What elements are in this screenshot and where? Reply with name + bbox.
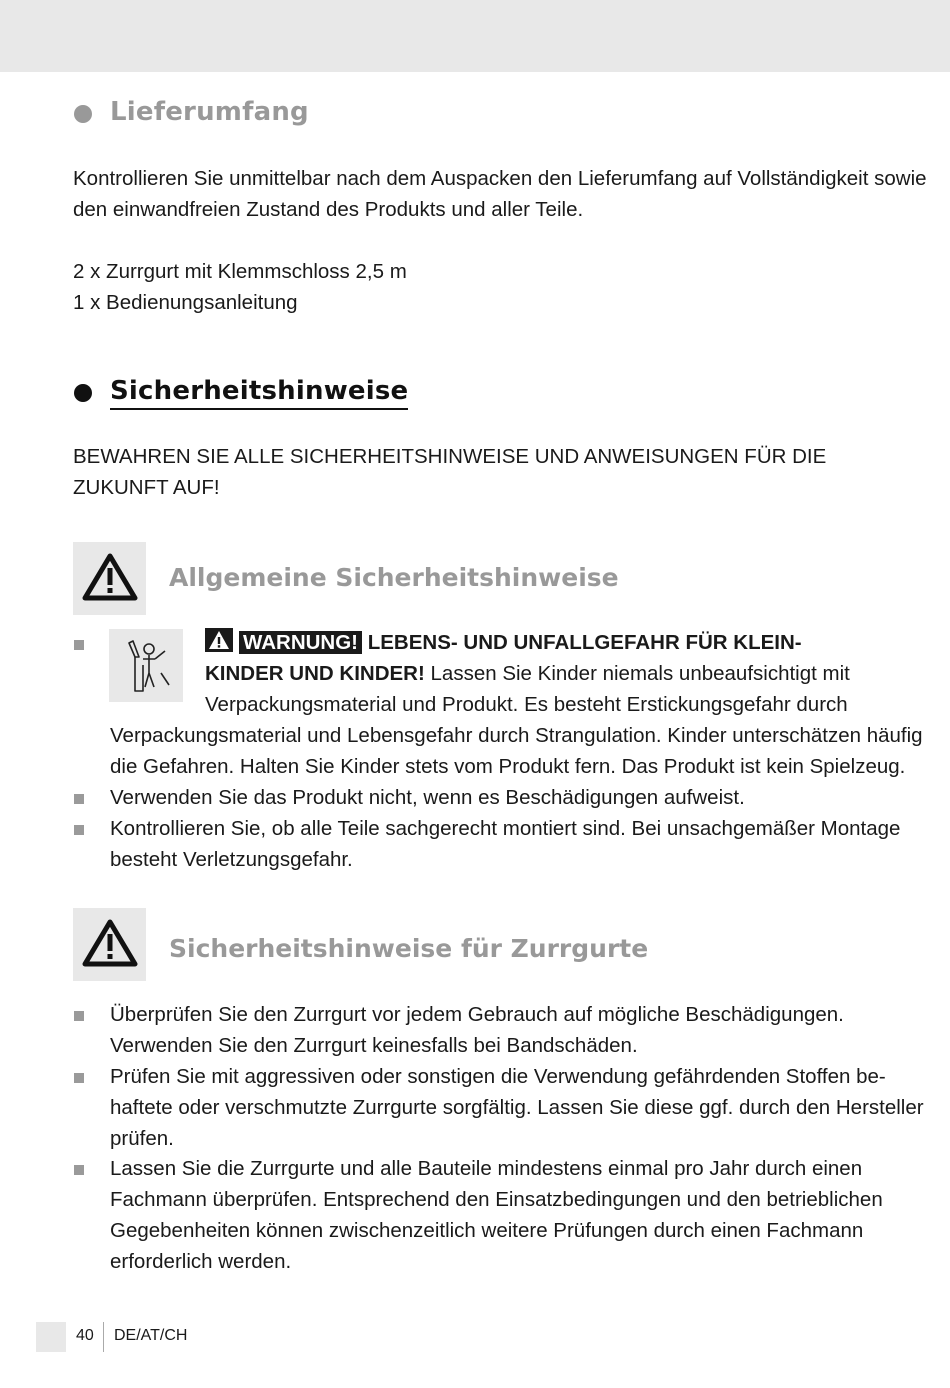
list-item: erforderlich werden.	[110, 1250, 292, 1273]
list-item: Überprüfen Sie den Zurrgurt vor jedem Gebrauch auf mögliche Beschädigungen.	[110, 1003, 844, 1026]
warning-text: Lassen Sie Kinder niemals unbeaufsichtigt mit	[430, 662, 850, 685]
region-label: DE/AT/CH	[114, 1327, 188, 1344]
heading-allgemeine: Allgemeine Sicherheitshinweise	[169, 563, 619, 592]
warning-box	[73, 908, 146, 981]
safety-notice-line-2: ZUKUNFT AUF!	[73, 476, 220, 499]
list-bullet-icon	[74, 1165, 84, 1175]
list-item: Prüfen Sie mit aggressiven oder sonstigen die Verwendung gefährdenden Stoffen be-	[110, 1065, 886, 1088]
list-item: Verwenden Sie den Zurrgurt keinesfalls bei Bandschäden.	[110, 1034, 638, 1057]
warning-box	[73, 542, 146, 615]
list-item: Kontrollieren Sie, ob alle Teile sachgerecht montiert sind. Bei unsachgemäßer Montage	[110, 817, 901, 840]
warning-title: LEBENS- UND UNFALLGEFAHR FÜR KLEIN-	[367, 631, 802, 654]
list-bullet-icon	[74, 825, 84, 835]
list-item: haftete oder verschmutzte Zurrgurte sorgfältig. Lassen Sie diese ggf. durch den Hersteller	[110, 1096, 924, 1119]
header-bar	[0, 0, 950, 72]
section-bullet-icon	[74, 384, 92, 402]
list-bullet-icon	[74, 1073, 84, 1083]
list-bullet-icon	[74, 640, 84, 650]
warning-text: die Gefahren. Halten Sie Kinder stets vom Produkt fern. Das Produkt ist kein Spielzeug.	[110, 755, 906, 778]
warning-text: Verpackungsmaterial und Lebensgefahr durch Strangulation. Kinder unterschätzen häufig	[110, 724, 923, 747]
warning-label: WARNUNG!	[239, 631, 362, 654]
child-hazard-icon	[109, 629, 183, 702]
list-item: Gegebenheiten können zwischenzeitlich weitere Prüfungen durch einen Fachmann	[110, 1219, 864, 1242]
list-item: besteht Verletzungsgefahr.	[110, 848, 353, 871]
warning-line-1	[205, 627, 802, 658]
warning-triangle-icon	[82, 552, 138, 602]
safety-notice-line-1: BEWAHREN SIE ALLE SICHERHEITSHINWEISE UND ANWEISUNGEN FÜR DIE	[73, 445, 827, 468]
delivery-item: 2 x Zurrgurt mit Klemmschloss 2,5 m	[73, 260, 407, 283]
intro-line-2: den einwandfreien Zustand des Produkts und aller Teile.	[73, 198, 584, 221]
heading-lieferumfang: Lieferumfang	[110, 97, 309, 127]
warning-line-2	[205, 658, 850, 689]
warning-inline-icon	[205, 628, 233, 652]
list-item: Lassen Sie die Zurrgurte und alle Bauteile mindestens einmal pro Jahr durch einen	[110, 1157, 863, 1180]
footer-divider	[103, 1322, 104, 1352]
list-item: Fachmann überprüfen. Entsprechend den Einsatzbedingungen und den betrieblichen	[110, 1188, 883, 1211]
section-bullet-icon	[74, 105, 92, 123]
heading-zurrgurte: Sicherheitshinweise für Zurrgurte	[169, 934, 649, 963]
warning-title: KINDER UND KINDER!	[205, 662, 425, 685]
list-bullet-icon	[74, 794, 84, 804]
delivery-item: 1 x Bedienungsanleitung	[73, 291, 298, 314]
list-item: prüfen.	[110, 1127, 174, 1150]
heading-sicherheitshinweise: Sicherheitshinweise	[110, 376, 408, 410]
warning-text: Verpackungsmaterial und Produkt. Es besteht Erstickungsgefahr durch	[205, 693, 848, 716]
footer-box	[36, 1322, 66, 1352]
list-item: Verwenden Sie das Produkt nicht, wenn es Beschädigungen aufweist.	[110, 786, 745, 809]
intro-line-1: Kontrollieren Sie unmittelbar nach dem Auspacken den Lieferumfang auf Vollständigkeit sowie	[73, 167, 927, 190]
list-bullet-icon	[74, 1011, 84, 1021]
warning-triangle-icon	[82, 918, 138, 968]
child-warning-box	[109, 629, 183, 702]
page-number: 40	[76, 1327, 94, 1344]
